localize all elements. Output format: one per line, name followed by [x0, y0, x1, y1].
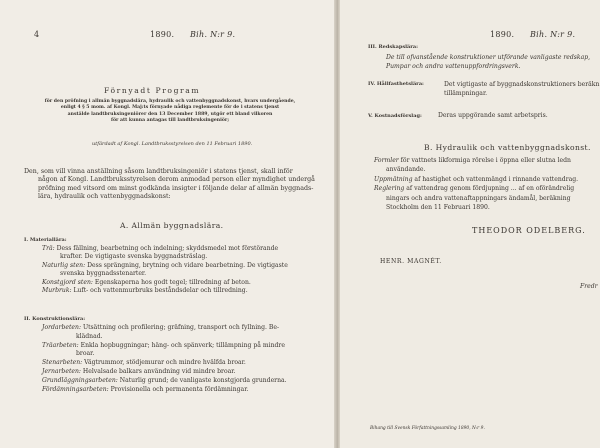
signature-partial: Fredr: [580, 283, 598, 290]
page-footer: Bihang till Svensk Författningssamling 1890, N:r 9.: [370, 426, 485, 431]
intro-paragraph: [24, 168, 315, 202]
text-line: användande.: [386, 166, 426, 174]
intro-line: någon af Kongl. Landtbruksstyrelsen derom anmodad person eller myndighet undergå: [38, 176, 315, 184]
subtitle-line: för den pröfning i allmän byggnadslära, hydraulik och vattenbyggnadskonst, hvars undergående,: [44, 99, 296, 104]
list-item: Jernarbeten: Helvalsade balkars användning vid mindre broar.: [42, 367, 236, 375]
section-b-text: [374, 156, 578, 212]
page-title: Förnyadt Program: [104, 86, 201, 95]
subtitle-line: anstälde landtbruksingeniörer den 13 December 1889, utgör ett bland vilkoren: [67, 111, 273, 117]
section-b-heading: B. Hydraulik och vattenbyggnadskonst.: [424, 143, 591, 152]
section-a-heading: A. Allmän byggnadslära.: [120, 221, 224, 230]
header-bih: Bih. N:r 9.: [190, 30, 236, 39]
part5-text: Deras uppgörande samt arbetspris.: [438, 112, 548, 119]
intro-line: lära, hydraulik och vattenbyggnadskonst:: [38, 193, 171, 201]
text-line: Stockholm den 11 Februari 1890.: [386, 204, 490, 212]
subtitle-block: [24, 99, 316, 125]
text-line: ningars och andra vattenaftappningars ändamål, beräkning: [386, 194, 571, 202]
list-item-cont: klädnad.: [76, 332, 103, 340]
part1-label: I. Materiallära:: [24, 237, 67, 243]
list-item: Trä: Dess fällning, bearbetning och indelning; skyddsmedel mot förstörande: [42, 245, 279, 252]
signature-main: THEODOR ODELBERG.: [472, 226, 586, 235]
right-page: [340, 0, 600, 448]
header-bih: Bih. N:r 9.: [530, 30, 576, 39]
part4-label: IV. Hållfasthetslära:: [368, 81, 424, 87]
part3-label: III. Redskapslära:: [368, 44, 419, 50]
list-item: Grundläggningsarbeten: Naturlig grund; de vanligaste konstgjorda grunderna.: [42, 376, 287, 384]
header-year: 1890.: [490, 30, 515, 39]
list-item: Träarbeten: Enkla hopbuggningar; häng- och spänverk; tillämpning på mindre: [42, 341, 285, 349]
list-item: Naturlig sten: Dess sprängning, brytning och vidare bearbetning. De vigtigaste: [42, 261, 288, 269]
signature-second: HENR. MAGNÉT.: [380, 258, 442, 265]
list-item-cont: krafter. De vigtigaste svenska byggnadsträslag.: [60, 253, 208, 261]
list-item-cont: broar.: [76, 350, 95, 358]
subtitle-line: för att kunna antagas till landtbruksingeniör;: [110, 118, 230, 124]
intro-line: pröfning med vitsord om minst godkända insigter i följande delar af allmän byggnads-: [38, 184, 314, 192]
list-item: Jordarbeten: Utsättning och profilering; gräfning, transport och fyllning. Be-: [42, 324, 280, 331]
list-item: Stenarbeten: Vägtrummor, stödjemurar och mindre hvälfda broar.: [42, 359, 246, 367]
list-item: Fördämningsarbeten: Provisionella och permanenta fördämningar.: [42, 385, 249, 393]
issued-line: utfärdadt af Kongl. Landtbruksstyrelsen den 11 Februari 1890.: [92, 141, 253, 147]
header-year: 1890.: [150, 30, 175, 39]
part4-text: Det vigtigaste af byggnadskonstruktioners beräkn tillämpningar.: [444, 81, 600, 97]
intro-line: Den, som vill vinna anställning såsom landtbruksingeniör i statens tjenst, skall inför: [24, 168, 293, 175]
page-number: 4: [34, 30, 40, 39]
text-line: Formler för vattnets likformiga rörelse i öppna eller slutna ledn: [374, 157, 571, 164]
list-item: Murbruk: Luft- och vattenmurbruks beståndsdelar och tillredning.: [42, 287, 248, 295]
text-line: Uppmätning af hastighet och vattenmängd i rinnande vattendrag.: [374, 175, 579, 183]
part5-label: V. Kostnadsförslag:: [368, 113, 422, 119]
part2-list: [42, 324, 287, 394]
list-item-cont: svenska byggnadsstenarter.: [60, 270, 147, 278]
subtitle-line: enligt 4 § 5 mom. af Kongl. Maj:ts förnyade nådiga reglemente för de i statens tjenst: [60, 105, 280, 111]
part1-list: [42, 245, 288, 295]
part3-text: De till ofvanstående konstruktioner utförande vanligaste redskap, Pumpar och andra vattenuppfordringsverk.: [386, 54, 591, 70]
list-item: Konstgjord sten: Egenskaperna hos godt tegel; tillredning af beton.: [42, 278, 251, 286]
part2-label: II. Konstruktionslära:: [24, 316, 86, 322]
text-line: Reglering af vattendrag genom fördjupning ... af en oförändrelig: [374, 185, 575, 193]
